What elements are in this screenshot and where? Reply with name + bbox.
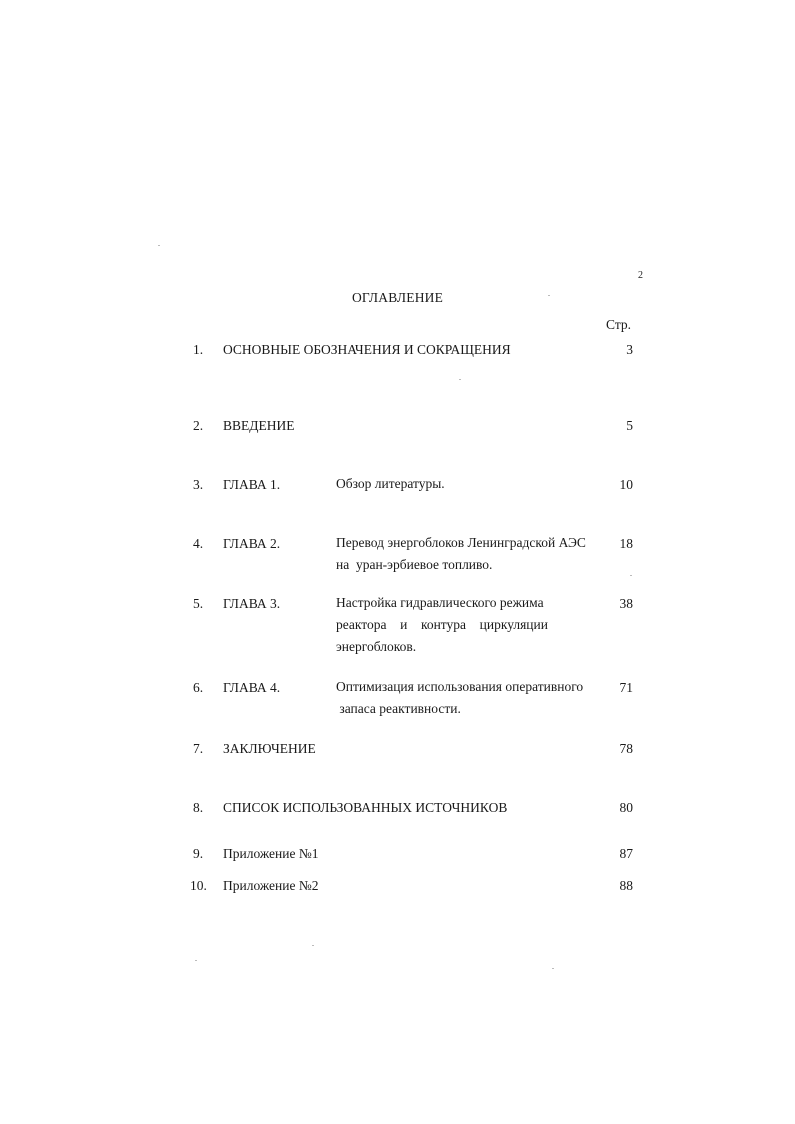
toc-entry-6-page: 71 (619, 680, 633, 695)
toc-entry-2-page: 5 (626, 418, 633, 433)
toc-entry-5-title: ГЛАВА 3. (223, 596, 281, 611)
toc-entry-6-description (336, 676, 583, 720)
toc-entry-8-title: СПИСОК ИСПОЛЬЗОВАННЫХ ИСТОЧНИКОВ (223, 800, 508, 815)
toc-entry-10-number: 10. (190, 878, 207, 893)
toc-entry-3-number: 3. (193, 477, 204, 492)
scan-speck (552, 968, 554, 969)
toc-entry-7-number: 7. (193, 741, 204, 756)
toc-entry-3-description (336, 473, 445, 495)
toc-entry-4-title: ГЛАВА 2. (223, 536, 281, 551)
page-number: 2 (638, 270, 643, 281)
scan-speck (158, 245, 160, 246)
scan-speck (459, 379, 461, 380)
toc-entry-3-description-line: Обзор литературы. (336, 476, 445, 491)
description-word: циркуляции (479, 617, 548, 632)
scan-speck (195, 960, 197, 961)
toc-entry-9-number: 9. (193, 846, 204, 861)
toc-entry-5-description (336, 592, 548, 658)
toc-entry-10-page: 88 (619, 878, 633, 893)
scan-speck (630, 575, 632, 576)
toc-entry-9-title: Приложение №1 (223, 846, 319, 861)
toc-entry-4-number: 4. (193, 536, 204, 551)
toc-entry-1-title: ОСНОВНЫЕ ОБОЗНАЧЕНИЯ И СОКРАЩЕНИЯ (223, 342, 511, 357)
toc-entry-10-title: Приложение №2 (223, 878, 319, 893)
toc-entry-5-description-line: Настройка гидравлического режима (336, 595, 544, 610)
page-title: ОГЛАВЛЕНИЕ (351, 290, 444, 305)
scan-speck (312, 945, 314, 946)
toc-entry-7-page: 78 (619, 741, 633, 756)
toc-entry-2-number: 2. (193, 418, 204, 433)
toc-entry-5-description-line (336, 614, 548, 636)
toc-entry-3-title: ГЛАВА 1. (223, 477, 281, 492)
pages-column-header: Стр. (606, 317, 632, 332)
description-word: реактора (336, 617, 387, 632)
toc-entry-9-page: 87 (619, 846, 633, 861)
toc-entry-5-number: 5. (193, 596, 204, 611)
toc-entry-4-page: 18 (619, 536, 633, 551)
description-word: и (400, 617, 408, 632)
toc-entry-4-description-line: на уран-эрбиевое топливо. (336, 557, 493, 572)
toc-entry-1-page: 3 (626, 342, 633, 357)
scan-speck (548, 295, 550, 296)
toc-entry-5-description-line: энергоблоков. (336, 639, 417, 654)
toc-entry-7-title: ЗАКЛЮЧЕНИЕ (223, 741, 316, 756)
toc-entry-3-page: 10 (619, 477, 633, 492)
toc-entry-6-number: 6. (193, 680, 204, 695)
toc-entry-4-description-line: Перевод энергоблоков Ленинградской АЭС (336, 535, 586, 550)
toc-entry-5-page: 38 (619, 596, 633, 611)
toc-entry-2-title: ВВЕДЕНИЕ (223, 418, 295, 433)
toc-entry-8-number: 8. (193, 800, 204, 815)
toc-entry-1-number: 1. (193, 342, 204, 357)
toc-entry-4-description (336, 532, 586, 576)
toc-entry-6-title: ГЛАВА 4. (223, 680, 281, 695)
description-word: контура (420, 617, 467, 632)
toc-entry-8-page: 80 (619, 800, 633, 815)
toc-entry-6-description-line: запаса реактивности. (336, 701, 461, 716)
toc-entry-6-description-line: Оптимизация использования оперативного (336, 679, 584, 694)
